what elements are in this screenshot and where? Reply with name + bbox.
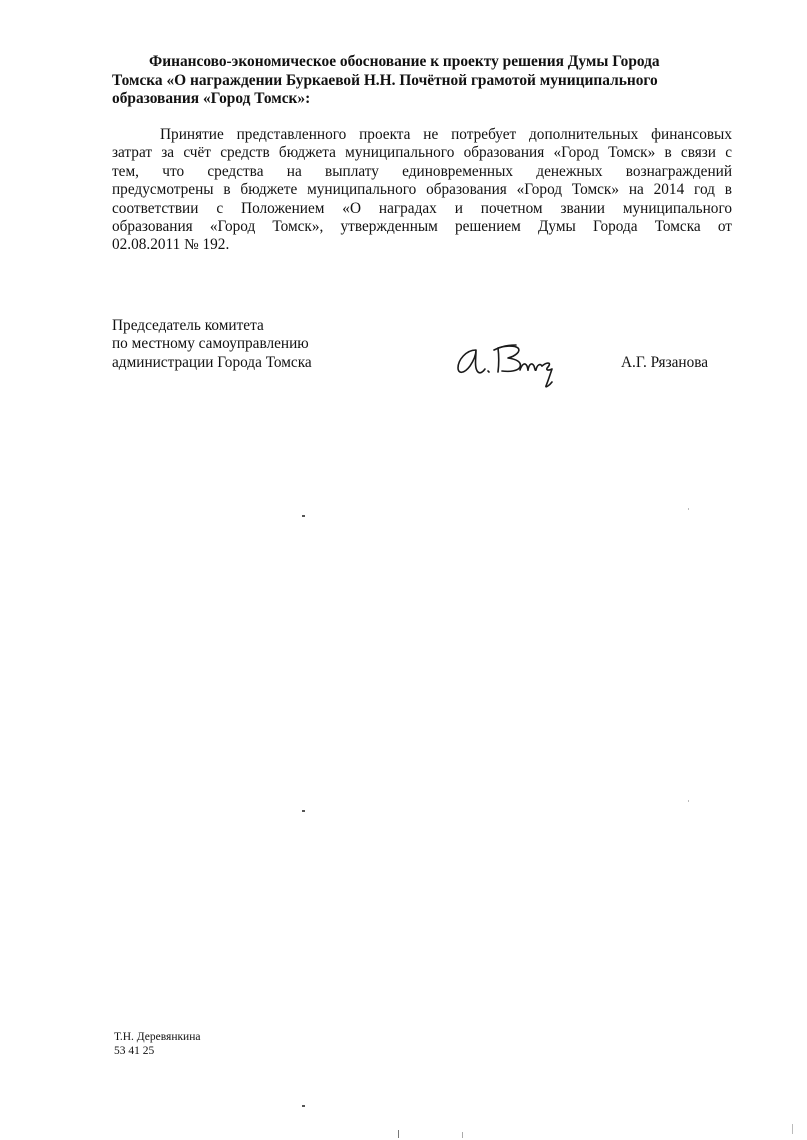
body-line: предусмотрены в бюджете муниципального образования «Город Томск» на 2014 год в bbox=[112, 181, 732, 199]
handwritten-signature bbox=[452, 338, 562, 390]
position-line: по местному самоуправлению bbox=[112, 335, 309, 353]
position-line: Председатель комитета bbox=[112, 317, 264, 334]
title-line: Томска «О награждении Буркаевой Н.Н. Почётной грамотой муниципального bbox=[112, 71, 658, 89]
scan-speck bbox=[792, 1124, 793, 1134]
title-line: Финансово-экономическое обоснование к проекту решения Думы Города bbox=[149, 53, 660, 70]
scan-speck bbox=[688, 800, 689, 802]
executor-name: Т.Н. Деревянкина bbox=[114, 1031, 201, 1043]
title-line: образования «Город Томск»: bbox=[112, 90, 311, 107]
document-title bbox=[112, 53, 700, 109]
position-line: администрации Города Томска bbox=[112, 353, 312, 371]
scan-speck bbox=[398, 1130, 399, 1138]
body-paragraph bbox=[112, 126, 732, 255]
body-line: 02.08.2011 № 192. bbox=[112, 236, 230, 254]
executor-phone: 53 41 25 bbox=[114, 1045, 155, 1057]
body-line: образования «Город Томск», утвержденным решением Думы Города Томска от bbox=[112, 218, 732, 236]
body-line: Принятие представленного проекта не потребует дополнительных финансовых bbox=[160, 126, 732, 143]
body-line: соответствии с Положением «О наградах и почетном звании муниципального bbox=[112, 199, 732, 217]
scan-speck bbox=[302, 810, 305, 812]
body-line: тем, что средства на выплату единовременных денежных вознаграждений bbox=[112, 162, 732, 180]
executor-info bbox=[114, 1030, 200, 1058]
scan-speck bbox=[688, 508, 689, 510]
scan-speck bbox=[462, 1132, 463, 1138]
scan-speck bbox=[302, 515, 305, 517]
signatory-name: А.Г. Рязанова bbox=[621, 354, 709, 371]
scan-speck bbox=[302, 1105, 305, 1107]
body-line: затрат за счёт средств бюджета муниципального образования «Город Томск» в связи с bbox=[112, 144, 732, 162]
signatory-position bbox=[112, 317, 312, 372]
